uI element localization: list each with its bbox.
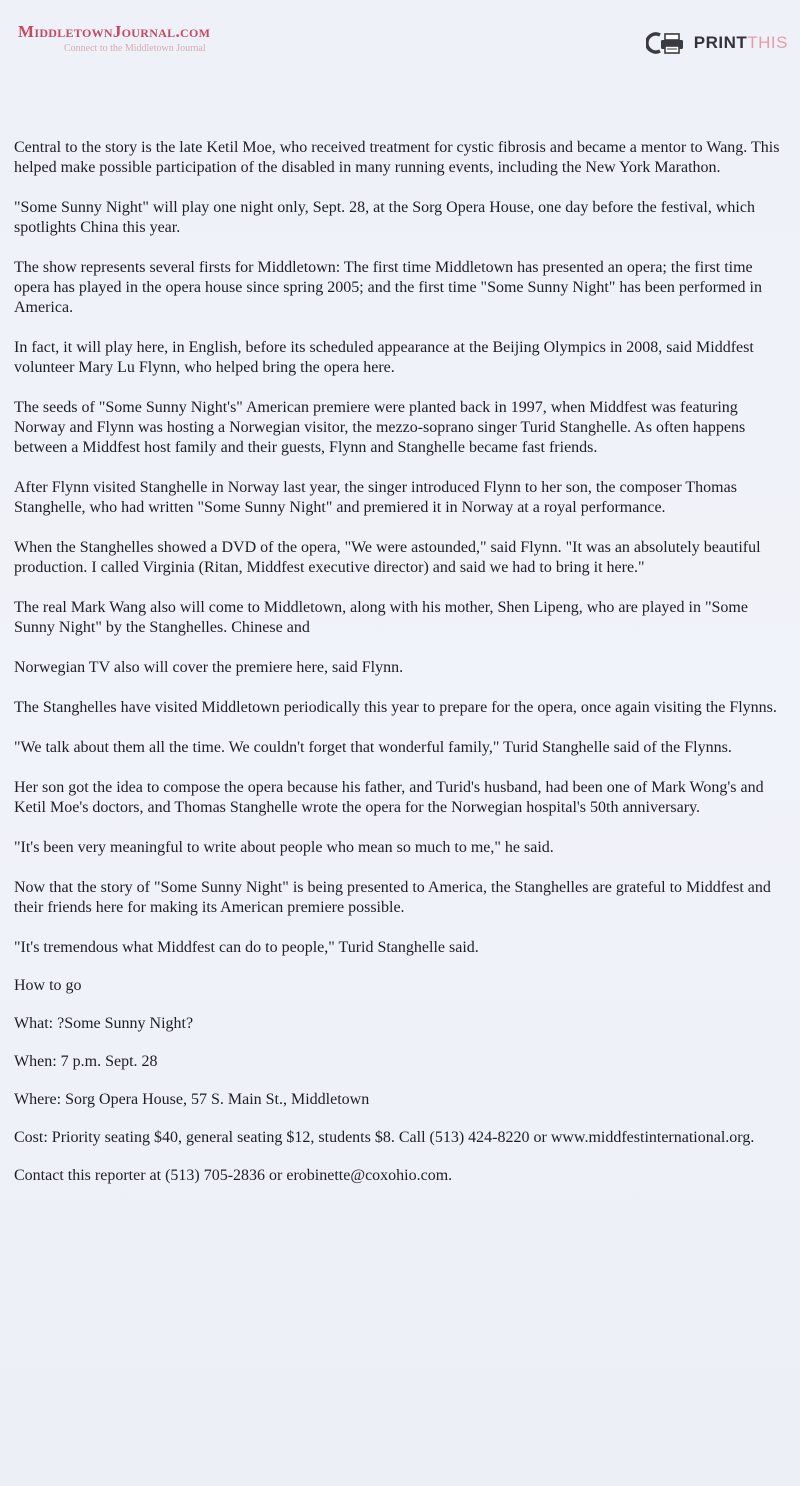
- site-logo[interactable]: MiddletownJournal.com: [18, 22, 211, 41]
- article-body: [14, 138, 786, 1204]
- paragraph-13: "It's been very meaningful to write about people who mean so much to me," he said.: [14, 839, 554, 856]
- how-to-go-heading: How to go: [14, 977, 82, 994]
- paragraph-2: "Some Sunny Night" will play one night only, Sept. 28, at the Sorg Opera House, one day before the festival, which spotlights China this year.: [14, 199, 755, 236]
- masthead: [18, 22, 318, 62]
- paragraph-15: "It's tremendous what Middfest can do to people," Turid Stanghelle said.: [14, 939, 479, 956]
- paragraph-10: The Stanghelles have visited Middletown periodically this year to prepare for the opera, once again visiting the Flynns.: [14, 699, 777, 716]
- paragraph-14: Now that the story of "Some Sunny Night" is being presented to America, the Stanghelles are grateful to Middfest and their friends here for making its American premiere possible.: [14, 879, 771, 916]
- event-cost: Cost: Priority seating $40, general seating $12, students $8. Call (513) 424-8220 or www.middfestinternational.org.: [14, 1129, 755, 1146]
- paragraph-6: After Flynn visited Stanghelle in Norway last year, the singer introduced Flynn to her son, the composer Thomas Stanghelle, who had written "Some Sunny Night" and premiered it in Norway at a royal performance.: [14, 479, 737, 516]
- paragraph-1: Central to the story is the late Ketil Moe, who received treatment for cystic fibrosis and became a mentor to Wang. This helped make possible participation of the disabled in many running events, including the New York Marathon.: [14, 139, 780, 176]
- paragraph-11: "We talk about them all the time. We couldn't forget that wonderful family," Turid Stanghelle said of the Flynns.: [14, 739, 732, 756]
- paragraph-9: Norwegian TV also will cover the premiere here, said Flynn.: [14, 659, 404, 676]
- paragraph-3: The show represents several firsts for Middletown: The first time Middletown has presented an opera; the first time opera has played in the opera house since spring 2005; and the first time "Some Sunny Night" has been performed in America.: [14, 259, 762, 316]
- event-where: Where: Sorg Opera House, 57 S. Main St., Middletown: [14, 1091, 370, 1108]
- reporter-contact: Contact this reporter at (513) 705-2836 or erobinette@coxohio.com.: [14, 1167, 453, 1184]
- paragraph-5: The seeds of "Some Sunny Night's" American premiere were planted back in 1997, when Middfest was featuring Norway and Flynn was hosting a Norwegian visitor, the mezzo-soprano singer Turid Stanghelle. As often happens between a Middfest host family and their guests, Flynn and Stanghelle became fast friends.: [14, 399, 746, 456]
- paragraph-12: Her son got the idea to compose the opera because his father, and Turid's husband, had been one of Mark Wong's and Ketil Moe's doctors, and Thomas Stanghelle wrote the opera for the Norwegian hospital's 50th anniversary.: [14, 779, 764, 816]
- this-label: THIS: [747, 33, 788, 52]
- print-label: PRINT: [693, 33, 748, 52]
- print-this-button[interactable]: [646, 30, 788, 56]
- event-what: What: ?Some Sunny Night?: [14, 1015, 194, 1032]
- event-when: When: 7 p.m. Sept. 28: [14, 1053, 158, 1070]
- paragraph-7: When the Stanghelles showed a DVD of the opera, "We were astounded," said Flynn. "It was an absolutely beautiful production. I called Virginia (Ritan, Middfest executive director) and said we had to bring it here.": [14, 539, 761, 576]
- paragraph-8: The real Mark Wang also will come to Middletown, along with his mother, Shen Lipeng, who are played in "Some Sunny Night" by the Stanghelles. Chinese and: [14, 599, 748, 636]
- printer-icon: [646, 31, 690, 55]
- paragraph-4: In fact, it will play here, in English, before its scheduled appearance at the Beijing Olympics in 2008, said Middfest volunteer Mary Lu Flynn, who helped bring the opera here.: [14, 339, 754, 376]
- site-tagline: Connect to the Middletown Journal: [64, 43, 206, 54]
